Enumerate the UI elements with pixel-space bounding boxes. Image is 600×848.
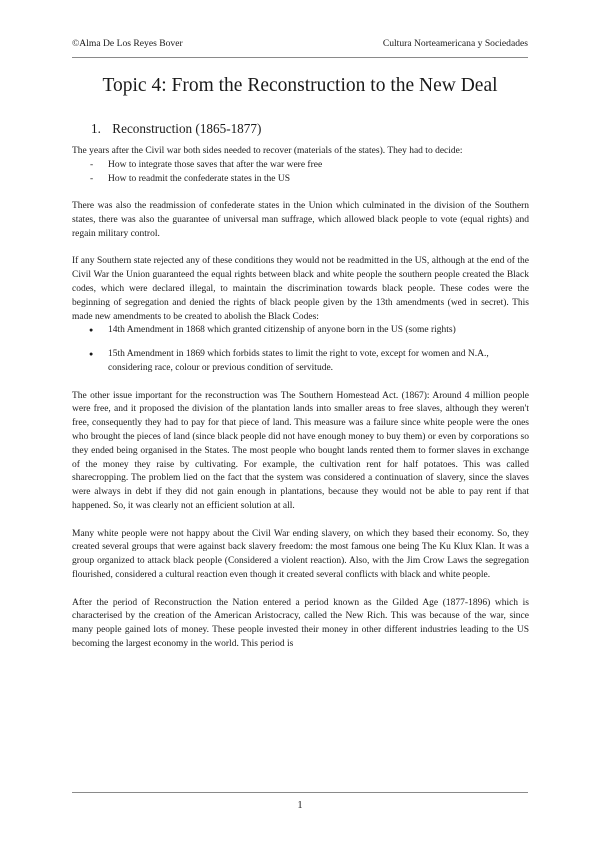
amendments-list [72,324,529,375]
intro-paragraph: The years after the Civil war both sides needed to recover (materials of the states). They had to decide: [72,146,463,156]
list-item: - How to integrate those saves that after the war were free [72,159,529,173]
header-author: ©Alma De Los Reyes Bover [72,38,183,49]
section-title: Reconstruction (1865-1877) [112,121,262,136]
list-item: ● 15th Amendment in 1869 which forbids states to limit the right to vote, except for women and N.A., considering race, colour or previous condition of servitude. [72,348,529,376]
paragraph: There was also the readmission of confederate states in the Union which culminated in the division of the Southern states, there was also the guarantee of universal man suffrage, which allowed black people to vote (equal rights) and regain military control. [72,201,529,239]
section-number: 1. [91,121,101,136]
decide-list [72,159,529,187]
header-course: Cultura Norteamericana y Sociedades [382,38,528,49]
section-heading [91,120,261,137]
page-number: 1 [297,800,303,811]
paragraph: After the period of Reconstruction the Nation entered a period known as the Gilded Age (1877-1896) which is characterised by the creation of the American Aristocracy, called the New Rich. This was because of the war, since many people gained lots of money. These people invested their money in other different industries leading to the US becoming the largest economy in the world. This period is [72,597,529,649]
paragraph: If any Southern state rejected any of these conditions they would not be readmitted in the US, although at the end of the Civil War the Union guaranteed the equal rights between black and white people the southern people created the Black codes, which were declared illegal, to maintain the discrimination towards black people. These codes were the beginning of segregation and denied the rights of black people given by the 13th amendments (wed in secret). This made new amendments to be created to abolish the Black Codes: [72,256,529,322]
paragraph: Many white people were not happy about the Civil War ending slavery, on which they based their economy. So, they created several groups that were against back slavery freedom: the most famous one being The Ku Klux Klan. It was a group organized to attack black people (Considered a violent reaction). Also, with the Jim Crow Laws the segregation flourished, considered a cultural reaction even though it created several conflicts with black and white people. [72,528,529,580]
list-item: ● 14th Amendment in 1868 which granted citizenship of anyone born in the US (some rights) [72,324,529,338]
document-title: Topic 4: From the Reconstruction to the New Deal [102,75,498,96]
footer-divider [72,792,528,793]
document-body [72,145,529,665]
page-header [72,38,528,52]
header-divider [72,57,528,58]
list-item: - How to readmit the confederate states in the US [72,173,529,187]
paragraph: The other issue important for the reconstruction was The Southern Homestead Act. (1867): Around 4 million people were free, and it proposed the division of the plantation lands into smaller areas to free slaves, although they weren't free, consequently they had to pay for that piece of land. This measure was a failure since white people were the ones who brought the pieces of land (since black people did not have enough money to buy them) or even by corporations so they ended being organised in the States. The most people who bought lands rented them to former slaves in exchange of the money they raise by cultivating. For example, the cultivation rent for half potatoes. This was called sharecropping. The problem lied on the fact that the system was considered a continuation of slavery, since the slaves were always in debt if they did not gain enough in plantations, because they would not be able to pay rent if that happened. So, it was clearly not an efficient solution at all. [72,390,529,511]
